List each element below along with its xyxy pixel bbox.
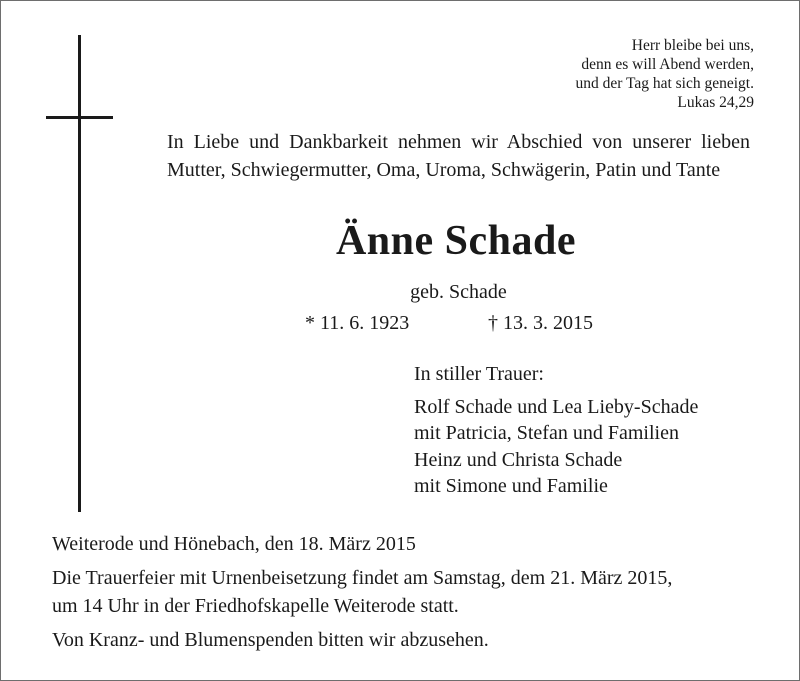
mourners-heading: In stiller Trauer: [414, 363, 544, 385]
mourner-line: mit Patricia, Stefan und Familien [414, 422, 679, 444]
verse-reference: Lukas 24,29 [677, 94, 754, 111]
born-name: geb. Schade [410, 281, 507, 303]
deceased-name: Änne Schade [335, 218, 577, 264]
flowers-note: Von Kranz- und Blumenspenden bitten wir abzusehen. [52, 629, 489, 651]
ceremony-line: Die Trauerfeier mit Urnenbeisetzung findet am Samstag, dem 21. März 2015, [52, 567, 673, 589]
intro-text: In Liebe und Dankbarkeit nehmen wir Abschied von unserer lieben Mutter, Schwiegermutter, Oma, Uroma, Schwägerin, Patin und Tante [167, 131, 750, 181]
bible-verse [575, 36, 754, 112]
ceremony-line: um 14 Uhr in der Friedhofskapelle Weiterode statt. [52, 595, 459, 617]
verse-line: und der Tag hat sich geneigt. [575, 75, 754, 92]
mourner-line: Heinz und Christa Schade [414, 448, 623, 471]
verse-line: denn es will Abend werden, [581, 56, 754, 73]
ceremony-info [52, 564, 762, 620]
birth-date: * 11. 6. 1923 [305, 312, 410, 334]
mourners-block [414, 361, 698, 500]
cross-horizontal-bar [46, 116, 113, 119]
footer [52, 530, 762, 660]
cross-vertical-bar [78, 35, 81, 512]
place-date: Weiterode und Hönebach, den 18. März 2015 [52, 533, 416, 555]
mourner-line: mit Simone und Familie [414, 475, 608, 497]
death-date: † 13. 3. 2015 [488, 312, 593, 334]
verse-line: Herr bleibe bei uns, [631, 37, 754, 54]
mourner-line: Rolf Schade und Lea Lieby-Schade [414, 395, 699, 418]
